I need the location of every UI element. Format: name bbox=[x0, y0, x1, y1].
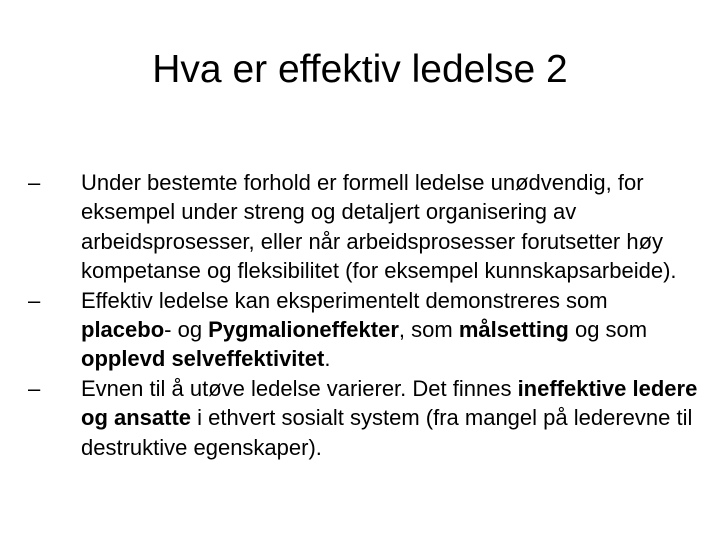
bullet-text-emphasis: Pygmalioneffekter bbox=[208, 317, 399, 343]
bullet-item bbox=[28, 374, 698, 462]
bullet-text-emphasis: opplevd selveffektivitet bbox=[81, 346, 325, 372]
bullet-text-emphasis: placebo bbox=[81, 317, 165, 343]
bullet-text-emphasis: ineffektive ledere og ansatte bbox=[81, 375, 698, 431]
bullet-text-segment: - og bbox=[164, 317, 209, 343]
bullet-text-segment: og som bbox=[568, 317, 648, 343]
bullet-text-segment: . bbox=[324, 346, 331, 372]
bullet-item bbox=[28, 286, 698, 374]
bullet-text bbox=[81, 288, 647, 372]
bullet-text-segment: i ethvert sosialt system (fra mangel på lederevne til destruktive egenskaper). bbox=[81, 405, 693, 460]
bullet-text-segment: Effektiv ledelse kan eksperimentelt demonstreres som bbox=[81, 287, 608, 313]
bullet-text-segment: Evnen til å utøve ledelse varierer. Det finnes bbox=[81, 375, 518, 401]
bullet-dash: – bbox=[28, 287, 41, 313]
bullet-text-segment: Under bestemte forhold er formell ledelse unødvendig, for eksempel under streng og detaljert organisering av arbeidsprosesser, eller når arbeidsprosesser forutsetter høy kompetanse og fleksibilitet (for eksempel kunnskapsarbeide). bbox=[81, 170, 677, 284]
bullet-text-segment: , som bbox=[398, 317, 459, 343]
bullet-text bbox=[81, 376, 697, 460]
bullet-dash: – bbox=[28, 170, 41, 195]
bullet-text-emphasis: målsetting bbox=[458, 317, 569, 343]
slide-title: Hva er effektiv ledelse 2 bbox=[152, 48, 568, 91]
bullet-list bbox=[28, 168, 698, 462]
bullet-dash: – bbox=[28, 375, 41, 401]
bullet-text bbox=[81, 170, 677, 283]
bullet-item bbox=[28, 168, 698, 286]
